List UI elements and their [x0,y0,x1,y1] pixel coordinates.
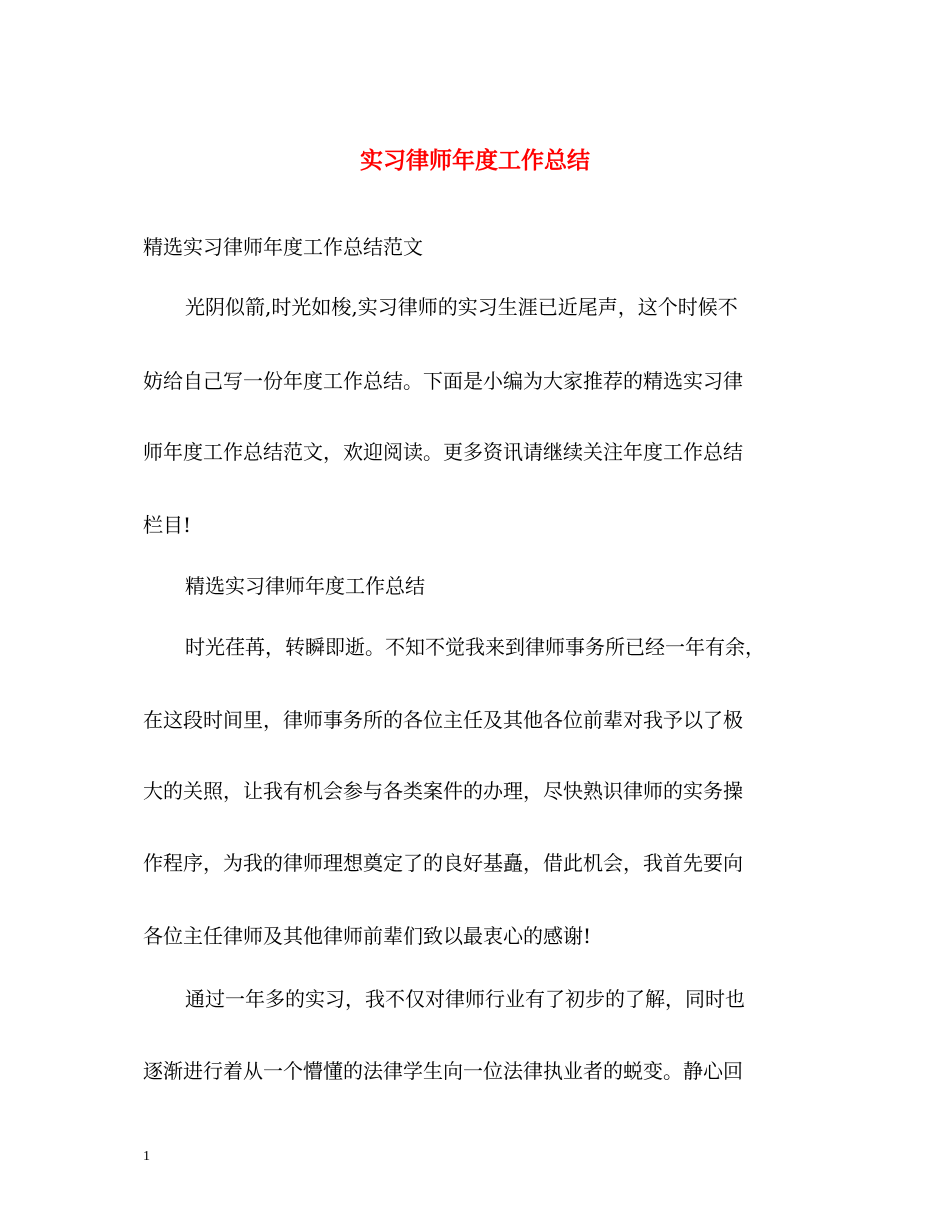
paragraph-line: 师年度工作总结范文，欢迎阅读。更多资讯请继续关注年度工作总结 [143,440,743,464]
paragraph-line: 光阴似箭,时光如梭,实习律师的实习生涯已近尾声，这个时候不 [185,295,738,319]
paragraph-line: 各位主任律师及其他律师前辈们致以最衷心的感谢! [143,924,592,948]
paragraph-line: 作程序，为我的律师理想奠定了的良好基矗，借此机会，我首先要向 [143,851,743,875]
paragraph-line: 逐渐进行着从一个懵懂的法律学生向一位法律执业者的蜕变。静心回 [143,1059,743,1083]
paragraph-line: 大的关照，让我有机会参与各类案件的办理，尽快熟识律师的实务操 [143,779,743,803]
document-title: 实习律师年度工作总结 [360,147,590,174]
page-number: 1 [143,1149,150,1164]
paragraph-line: 通过一年多的实习，我不仅对律师行业有了初步的了解，同时也 [185,987,745,1011]
paragraph-line: 时光荏苒，转瞬即逝。不知不觉我来到律师事务所已经一年有余， [185,635,765,659]
paragraph-line: 在这段时间里，律师事务所的各位主任及其他各位前辈对我予以了极 [143,708,743,732]
paragraph-line: 妨给自己写一份年度工作总结。下面是小编为大家推荐的精选实习律 [143,369,743,393]
section-heading-line: 精选实习律师年度工作总结 [185,574,425,598]
subtitle-line: 精选实习律师年度工作总结范文 [143,235,423,259]
paragraph-line: 栏目! [143,513,192,537]
